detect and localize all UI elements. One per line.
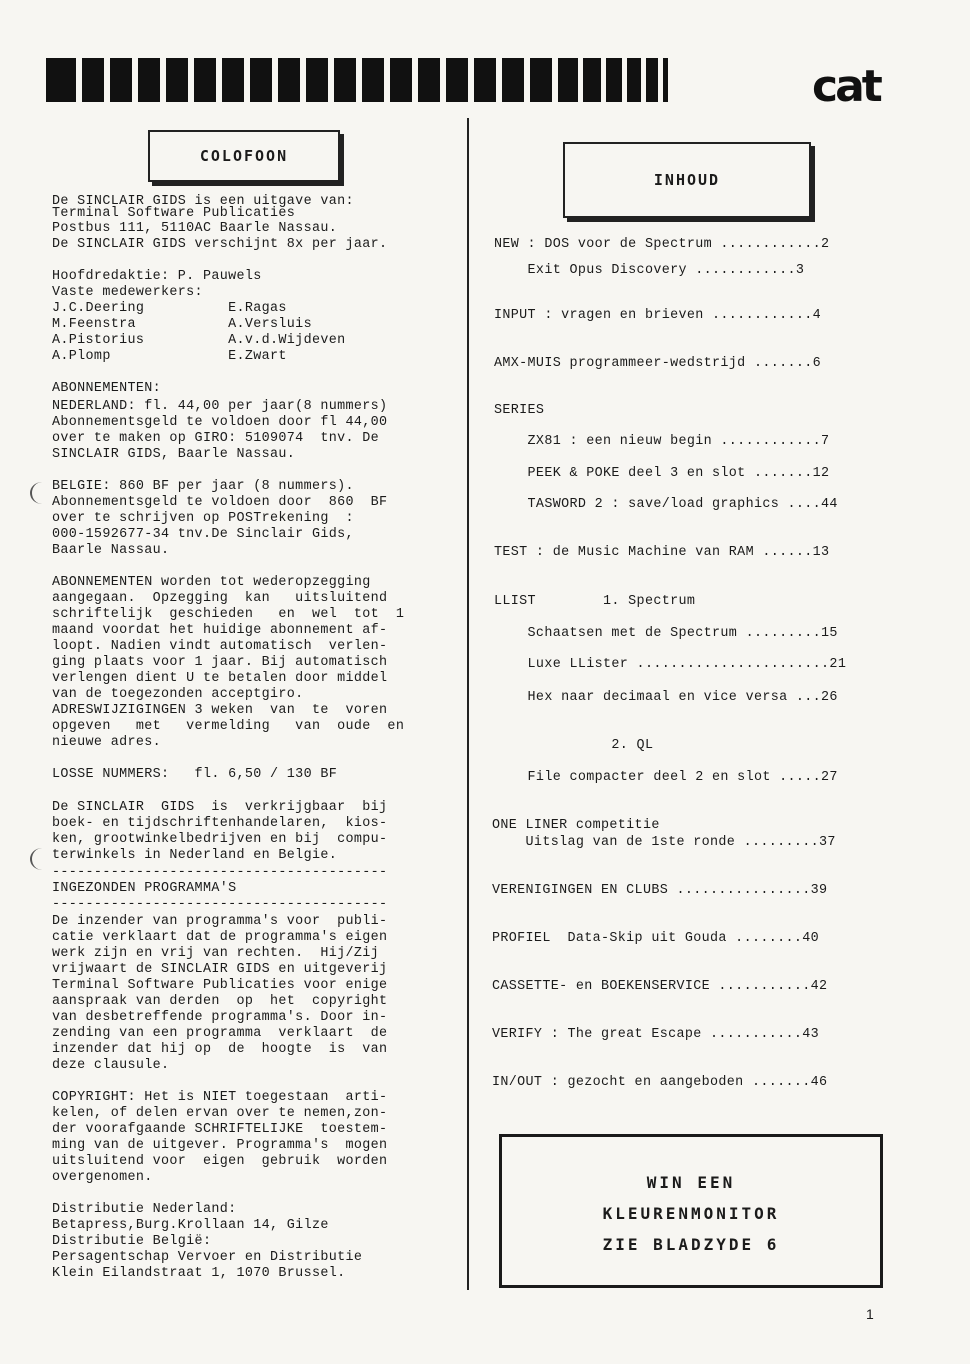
colofoon-line: kelen, of delen ervan over te nemen,zon- [52, 1106, 388, 1121]
toc-entry: INPUT : vragen en brieven ............4 [494, 308, 822, 323]
colofoon-line: ---------------------------------------- [52, 865, 388, 880]
promo-line: ZIE BLADZYDE 6 [602, 1235, 780, 1254]
toc-entry: IN/OUT : gezocht en aangeboden .......46 [492, 1075, 828, 1090]
colofoon-line: M.Feenstra A.Versluis [52, 317, 312, 332]
column-divider [467, 118, 469, 1290]
brand-logo: cat [812, 61, 880, 112]
colofoon-line: Persagentschap Vervoer en Distributie [52, 1250, 363, 1265]
toc-entry: Luxe LLister .......................21 [494, 657, 847, 672]
colofoon-line: van desbetreffende programma's. Door in- [52, 1010, 388, 1025]
toc-entry: VERENIGINGEN EN CLUBS ................39 [492, 883, 828, 898]
colofoon-line: ging plaats voor 1 jaar. Bij automatisch [52, 655, 388, 670]
toc-entry: ONE LINER competitie [492, 818, 660, 833]
colofoon-line: Terminal Software Publicaties [52, 206, 296, 221]
colofoon-line: De SINCLAIR GIDS verschijnt 8x per jaar. [52, 237, 388, 252]
toc-entry: Schaatsen met de Spectrum .........15 [494, 626, 838, 641]
colofoon-line: SINCLAIR GIDS, Baarle Nassau. [52, 447, 296, 462]
colofoon-line: nieuwe adres. [52, 735, 162, 750]
colofoon-line: ming van de uitgever. Programma's mogen [52, 1138, 388, 1153]
colofoon-line: De SINCLAIR GIDS is een uitgave van: [52, 194, 354, 209]
colofoon-line: verlengen dient U te betalen door middel [52, 671, 388, 686]
toc-entry: File compacter deel 2 en slot .....27 [494, 770, 838, 785]
colofoon-line: catie verklaart dat de programma's eigen [52, 930, 388, 945]
colofoon-line: Betapress,Burg.Krollaan 14, Gilze [52, 1218, 329, 1233]
toc-entry: TASWORD 2 : save/load graphics ....44 [494, 497, 838, 512]
colofoon-line: loopt. Nadien vindt automatisch verlen- [52, 639, 388, 654]
punch-hole [30, 848, 54, 870]
colofoon-line: De inzender van programma's voor publi- [52, 914, 388, 929]
colofoon-line: COPYRIGHT: Het is NIET toegestaan arti- [52, 1090, 388, 1105]
colofoon-line: LOSSE NUMMERS: fl. 6,50 / 130 BF [52, 767, 338, 782]
colofoon-line: ABONNEMENTEN: [52, 381, 162, 396]
promo-line: KLEURENMONITOR [602, 1204, 780, 1223]
colofoon-line: Baarle Nassau. [52, 543, 170, 558]
toc-entry: Uitslag van de 1ste ronde .........37 [492, 835, 836, 850]
colofoon-line: aangegaan. Opzegging kan uitsluitend [52, 591, 388, 606]
colofoon-line: De SINCLAIR GIDS is verkrijgbaar bij [52, 800, 388, 815]
page-number: 1 [866, 1306, 874, 1322]
colofoon-line: vrijwaart de SINCLAIR GIDS en uitgeverij [52, 962, 388, 977]
toc-entry: Exit Opus Discovery ............3 [494, 263, 805, 278]
colofoon-line: aanspraak van derden op het copyright [52, 994, 388, 1009]
colofoon-line: Abonnementsgeld te voldoen door fl 44,00 [52, 415, 388, 430]
colofoon-line: boek- en tijdschriftenhandelaren, kios- [52, 816, 388, 831]
colofoon-line: schriftelijk geschieden en wel tot 1 [52, 607, 405, 622]
colofoon-line: terwinkels in Nederland en Belgie. [52, 848, 338, 863]
colofoon-line: ADRESWIJZIGINGEN 3 weken van te voren [52, 703, 388, 718]
colofoon-line: inzender dat hij op de hoogte is van [52, 1042, 388, 1057]
toc-entry: PROFIEL Data-Skip uit Gouda ........40 [492, 931, 820, 946]
toc-entry: TEST : de Music Machine van RAM ......13 [494, 545, 830, 560]
colofoon-line: Abonnementsgeld te voldoen door 860 BF [52, 495, 388, 510]
colofoon-line: zending van een programma verklaart de [52, 1026, 388, 1041]
colofoon-line: werk zijn en vrij van rechten. Hij/Zij [52, 946, 380, 961]
colofoon-line: Hoofdredaktie: P. Pauwels [52, 269, 262, 284]
colofoon-line: over te schrijven op POSTrekening : [52, 511, 354, 526]
colofoon-line: Terminal Software Publicaties voor enige [52, 978, 388, 993]
toc-entry: Hex naar decimaal en vice versa ...26 [494, 690, 838, 705]
colofoon-line: Vaste medewerkers: [52, 285, 203, 300]
colofoon-line: Distributie België: [52, 1234, 212, 1249]
colofoon-line: 000-1592677-34 tnv.De Sinclair Gids, [52, 527, 354, 542]
punch-hole [30, 482, 54, 504]
colofoon-line: maand voordat het huidige abonnement af- [52, 623, 388, 638]
toc-entry: CASSETTE- en BOEKENSERVICE ...........42 [492, 979, 828, 994]
monitor-contest-promo [499, 1134, 883, 1288]
colofoon-line: A.Pistorius A.v.d.Wijdeven [52, 333, 346, 348]
colofoon-line: uitsluitend voor eigen gebruik worden [52, 1154, 388, 1169]
colofoon-line: Distributie Nederland: [52, 1202, 237, 1217]
barcode-banner [46, 58, 668, 102]
promo-line: WIN EEN [646, 1173, 736, 1192]
colofoon-line: J.C.Deering E.Ragas [52, 301, 287, 316]
colofoon-title: COLOFOON [148, 130, 340, 182]
toc-heading: 2. QL [494, 738, 654, 753]
toc-entry: AMX-MUIS programmeer-wedstrijd .......6 [494, 356, 822, 371]
colofoon-line: deze clausule. [52, 1058, 170, 1073]
colofoon-line: ken, grootwinkelbedrijven en bij compu- [52, 832, 388, 847]
colofoon-line: overgenomen. [52, 1170, 153, 1185]
toc-heading: SERIES [494, 403, 545, 418]
colofoon-line: NEDERLAND: fl. 44,00 per jaar(8 nummers) [52, 399, 388, 414]
colofoon-line: der voorafgaande SCHRIFTELIJKE toestem- [52, 1122, 388, 1137]
colofoon-line: van de toegezonden acceptgiro. [52, 687, 304, 702]
colofoon-line: opgeven met vermelding van oude en [52, 719, 405, 734]
colofoon-line: over te maken op GIRO: 5109074 tnv. De [52, 431, 380, 446]
colofoon-line: ---------------------------------------- [52, 897, 388, 912]
toc-heading: LLIST 1. Spectrum [494, 594, 696, 609]
colofoon-line: ABONNEMENTEN worden tot wederopzegging [52, 575, 371, 590]
toc-entry: NEW : DOS voor de Spectrum ............2 [494, 237, 830, 252]
colofoon-line: INGEZONDEN PROGRAMMA'S [52, 881, 237, 896]
colofoon-line: A.Plomp E.Zwart [52, 349, 287, 364]
colofoon-line: Klein Eilandstraat 1, 1070 Brussel. [52, 1266, 346, 1281]
toc-entry: ZX81 : een nieuw begin ............7 [494, 434, 830, 449]
toc-entry: PEEK & POKE deel 3 en slot .......12 [494, 466, 830, 481]
colofoon-line: Postbus 111, 5110AC Baarle Nassau. [52, 221, 338, 236]
colofoon-line: BELGIE: 860 BF per jaar (8 nummers). [52, 479, 354, 494]
toc-entry: VERIFY : The great Escape ...........43 [492, 1027, 820, 1042]
inhoud-title: INHOUD [563, 142, 811, 218]
